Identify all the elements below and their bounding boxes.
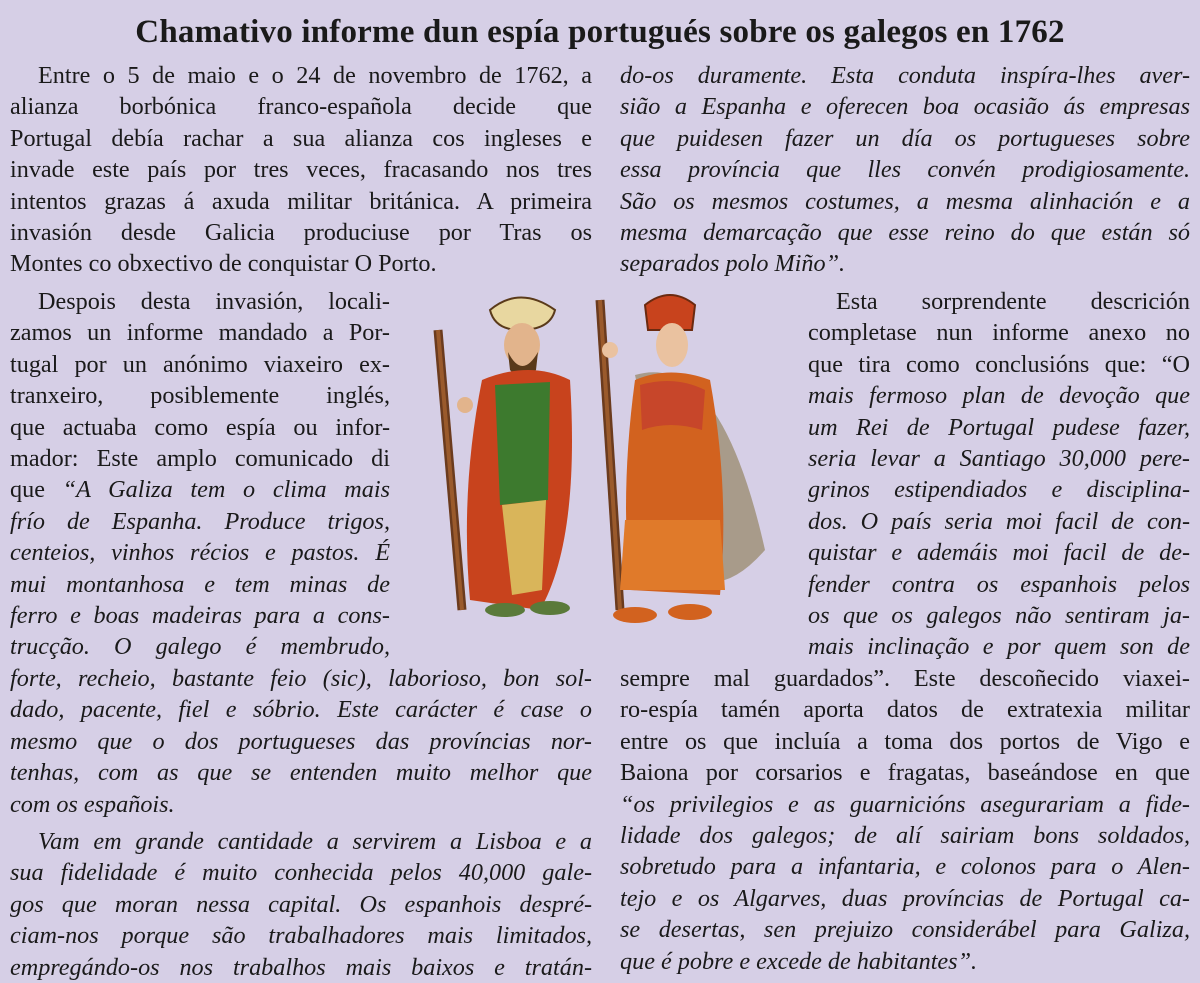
text-line: Portugal debía rachar a sua alianza cos ingleses e <box>10 124 592 152</box>
text-line: mesma demarcação que esse reino do que están só <box>620 218 1190 246</box>
text-line: tranxeiro, posiblemente inglés, <box>10 382 390 410</box>
text-line: alianza borbónica franco-española decide que <box>10 93 592 121</box>
text-line: lidade dos galegos; de alí sairiam bons soldados, <box>620 821 1190 849</box>
text-line: frío de Espanha. Produce trigos, <box>10 507 390 535</box>
text-line: entre os que incluía a toma dos portos de Vigo e <box>620 727 1190 755</box>
text-line: separados polo Miño”. <box>620 250 846 278</box>
text-line: sempre mal guardados”. Este descoñecido viaxei- <box>620 665 1190 692</box>
text-line: que puidesen fazer un día os portugueses sobre <box>620 124 1190 152</box>
left-column-bottom <box>10 663 592 983</box>
text-line: gos que moran nessa capital. Os espanhois despré- <box>10 890 592 918</box>
text-line: Esta sorprendente descrición <box>836 288 1190 315</box>
text-line: se desertas, sen prejuizo considerábel para Galiza, <box>620 916 1190 944</box>
text-line: intentos grazas á axuda militar británica. A primeira <box>10 187 592 215</box>
left-column-inset <box>10 286 390 663</box>
text-line: centeios, vinhos récios e pastos. É <box>10 539 390 567</box>
left-column-top <box>10 60 592 280</box>
text-line: forte, recheio, bastante feio (sic), laborioso, bon sol- <box>10 665 592 692</box>
text-line: sua fidelidade é muito conhecida pelos 40,000 gale- <box>10 859 592 887</box>
text-line: zamos un informe mandado a Por- <box>10 319 390 347</box>
pilgrims-illustration <box>420 290 800 640</box>
text-line: seria levar a Santiago 30,000 pere- <box>808 444 1190 472</box>
text-line: mesmo que o dos portugueses das províncias nor- <box>10 727 592 755</box>
text-line: sião a Espanha e oferecen boa ocasião ás empresas <box>620 93 1190 121</box>
text-line: tenhas, com as que se entenden muito melhor que <box>10 759 592 787</box>
text-line: grinos estipendiados e disciplina- <box>808 476 1190 504</box>
text-line: fender contra os espanhois pelos <box>808 570 1190 598</box>
text-line: sobretudo para a infantaria, e colonos para o Alen- <box>620 853 1190 881</box>
text-line: mais inclinação e por quem son de <box>808 633 1190 661</box>
text-line: Baiona por corsarios e fragatas, baseándose en que <box>620 759 1190 787</box>
text-line: Despois desta invasión, locali- <box>38 288 390 315</box>
text-line: invade este país por tres veces, fracasando nos tres <box>10 156 592 184</box>
text-line: do-os duramente. Esta conduta inspíra-lhes aver- <box>620 62 1190 89</box>
text-line: que é pobre e excede de habitantes”. <box>620 947 978 975</box>
text-line: tugal por un anónimo viaxeiro ex- <box>10 350 390 378</box>
text-line: quistar e ademáis moi facil de de- <box>808 539 1190 567</box>
text-line: invasión desde Galicia produciuse por Tras os <box>10 218 592 246</box>
text-line: mui montanhosa e tem minas de <box>10 570 390 598</box>
article-title: Chamativo informe dun espía portugués sobre os galegos en 1762 <box>135 14 1065 50</box>
text-line: completase nun informe anexo no <box>808 319 1190 347</box>
pilgrim-woman-figure <box>600 295 765 623</box>
text-line: que “A Galiza tem o clima mais <box>10 476 390 504</box>
text-line: um Rei de Portugal pudese fazer, <box>808 413 1190 441</box>
text-line: dado, pacente, fiel e sóbrio. Este carácter é case o <box>10 696 592 724</box>
right-column-bottom <box>620 663 1190 977</box>
text-line: Entre o 5 de maio e o 24 de novembro de 1762, a <box>38 62 592 89</box>
text-line: que actuaba como espía ou infor- <box>10 413 390 441</box>
text-line: ciam-nos porque são trabalhadores mais limitados, <box>10 922 592 950</box>
right-column-top <box>620 60 1190 280</box>
text-line: Vam em grande cantidade a servirem a Lisboa e a <box>38 827 592 855</box>
text-line: mador: Este amplo comunicado di <box>10 444 390 472</box>
text-line: que tira como conclusións que: “O <box>808 350 1190 378</box>
text-line: São os mesmos costumes, a mesma alinhación e a <box>620 187 1190 215</box>
text-line: com os españois. <box>10 790 175 818</box>
text-line: trucção. O galego é membrudo, <box>10 633 390 661</box>
pilgrim-man-figure <box>438 298 572 618</box>
text-line: Montes co obxectivo de conquistar O Porto. <box>10 250 437 278</box>
text-line: empregándo-os nos trabalhos mais baixos e tratán- <box>10 953 592 981</box>
text-line: mais fermoso plan de devoção que <box>808 382 1190 410</box>
text-line: os que os galegos não sentiram ja- <box>808 601 1190 629</box>
text-line: “os privilegios e as guarnicións asegurariam a fide- <box>620 790 1190 818</box>
right-column-inset <box>808 286 1190 663</box>
text-line: essa província que lles convén prodigiosamente. <box>620 156 1190 184</box>
text-line: dos. O país seria moi facil de con- <box>808 507 1190 535</box>
text-line: ro-espía tamén aporta datos de extratexia militar <box>620 696 1190 724</box>
text-line: tejo e os Algarves, duas províncias de Portugal ca- <box>620 884 1190 912</box>
text-line: ferro e boas madeiras para a cons- <box>10 601 390 629</box>
